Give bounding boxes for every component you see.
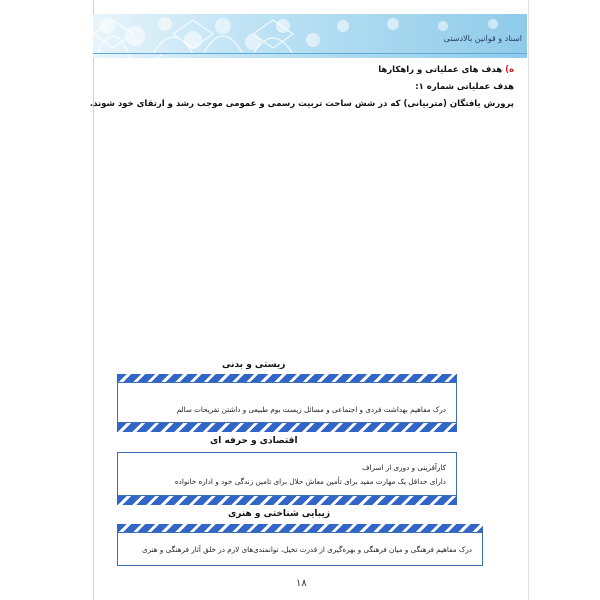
section-heading-physical: زیستی و بدنی — [222, 360, 286, 370]
section-text-line: کارآفرینی و دوری از اسراف — [362, 463, 446, 472]
intro-line-2: هدف عملیاتی شماره ۱: — [415, 82, 514, 92]
section-heading-aesthetic: زیبایی شناختی و هنری — [228, 509, 331, 519]
section-stripe-bar — [117, 496, 457, 505]
section-text-line: درک مفاهیم فرهنگی و میان فرهنگی و بهره‌گیری از قدرت تخیل، توانمندی‌های لازم در خلق آثار فرهنگی و هنری — [142, 545, 472, 554]
section-text-line: دارای حداقل یک مهارت مفید برای تأمین معاش حلال برای تامین زندگی خود و اداره خانواده — [174, 477, 446, 486]
section-text-line: درک مفاهیم بهداشت فردی و اجتماعی و مسائل زیست بوم طبیعی و داشتن تفریحات سالم — [176, 405, 446, 414]
header-title: اسناد و قوانین بالادستی — [443, 34, 522, 43]
section-box-economic — [117, 452, 457, 496]
section-box-aesthetic — [117, 532, 483, 566]
section-heading-economic: اقتصادی و حرفه ای — [210, 436, 298, 446]
intro-bullet: ه) — [505, 65, 514, 75]
intro-block — [89, 62, 514, 113]
intro-line-1 — [112, 62, 514, 79]
intro-line-3: پرورش یافتگان (متربیانی) که در شش ساحت تربیت رسمی و عمومی موجب رشد و ارتقای خود شوند. — [89, 99, 514, 109]
section-box-physical — [117, 382, 457, 423]
header-rule — [93, 53, 527, 54]
section-stripe-bar — [117, 423, 457, 432]
intro-heading: هدف های عملیاتی و راهکارها — [378, 65, 503, 75]
page-number: ۱۸ — [296, 578, 307, 589]
